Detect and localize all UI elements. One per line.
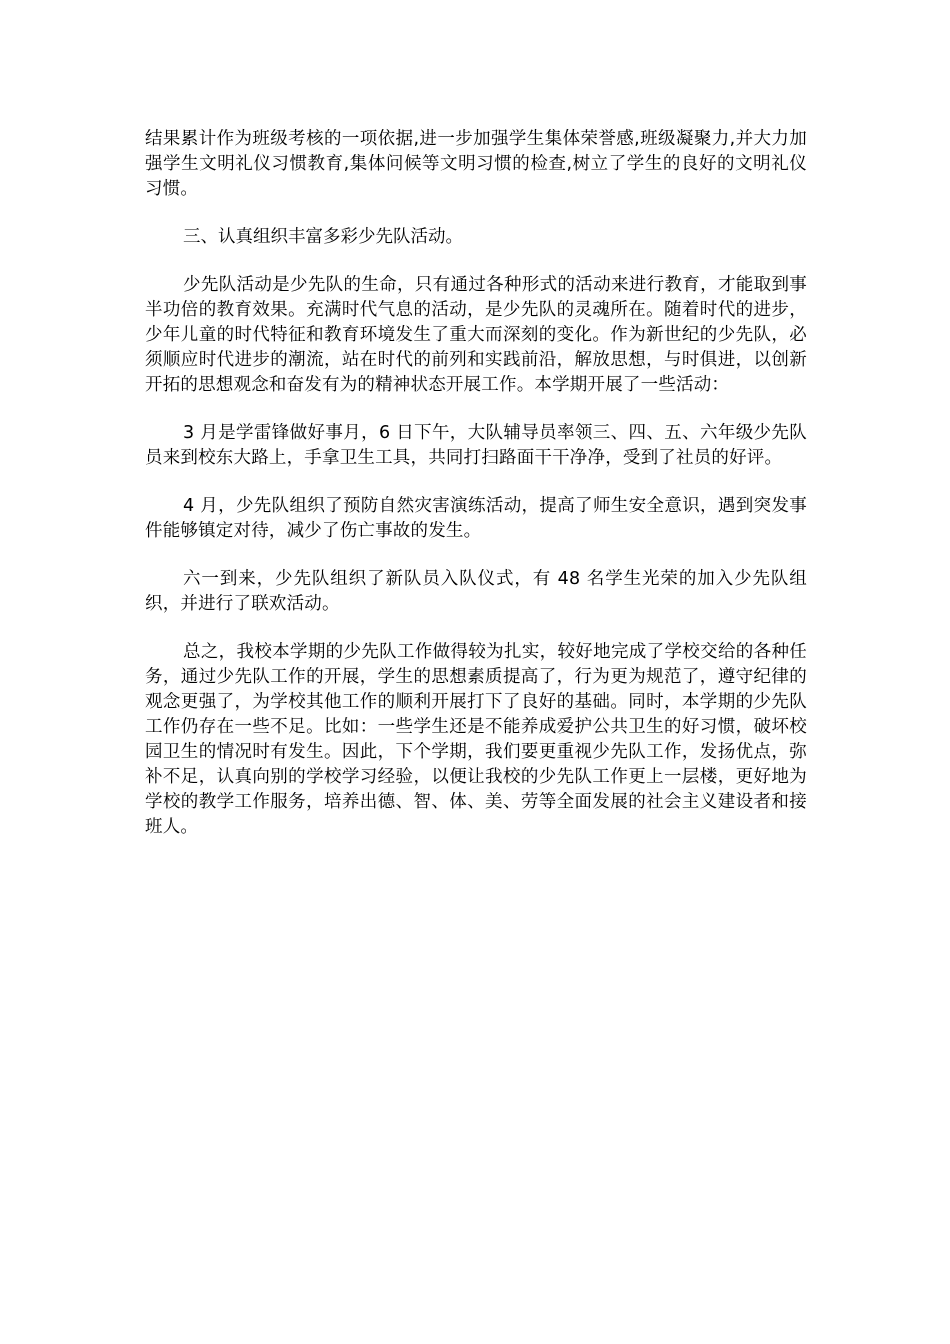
paragraph-continued: 结果累计作为班级考核的一项依据,进一步加强学生集体荣誉感,班级凝聚力,并大力加强学生文明礼仪习惯教育,集体问候等文明习惯的检查,树立了学生的良好的文明礼仪习惯。 [145,129,807,199]
paragraph-june-activity: 六一到来，少先队组织了新队员入队仪式，有 48 名学生光荣的加入少先队组织，并进行了联欢活动。 [145,569,807,614]
paragraph-march-activity: 3 月是学雷锋做好事月，6 日下午，大队辅导员率领三、四、五、六年级少先队员来到校东大路上，手拿卫生工具，共同打扫路面干干净净，受到了社员的好评。 [145,423,807,468]
document-body [145,127,807,863]
paragraph-april-activity: 4 月，少先队组织了预防自然灾害演练活动，提高了师生安全意识，遇到突发事件能够镇定对待，减少了伤亡事故的发生。 [145,496,807,541]
paragraph-summary: 总之，我校本学期的少先队工作做得较为扎实，较好地完成了学校交给的各种任务，通过少先队工作的开展，学生的思想素质提高了，行为更为规范了，遵守纪律的观念更强了，为学校其他工作的顺利开展打下了良好的基础。同时，本学期的少先队工作仍存在一些不足。比如：一些学生还是不能养成爱护公共卫生的好习惯，破坏校园卫生的情况时有发生。因此，下个学期，我们要更重视少先队工作，发扬优点，弥补不足，认真向别的学校学习经验，以便让我校的少先队工作更上一层楼，更好地为学校的教学工作服务，培养出德、智、体、美、劳等全面发展的社会主义建设者和接班人。 [145,642,807,837]
paragraph-activities-intro: 少先队活动是少先队的生命，只有通过各种形式的活动来进行教育，才能取到事半功倍的教育效果。充满时代气息的活动，是少先队的灵魂所在。随着时代的进步，少年儿童的时代特征和教育环境发生了重大而深刻的变化。作为新世纪的少先队，必须顺应时代进步的潮流，站在时代的前列和实践前沿，解放思想，与时俱进，以创新开拓的思想观念和奋发有为的精神状态开展工作。本学期开展了一些活动： [145,275,807,395]
section-heading: 三、认真组织丰富多彩少先队活动。 [183,227,463,247]
